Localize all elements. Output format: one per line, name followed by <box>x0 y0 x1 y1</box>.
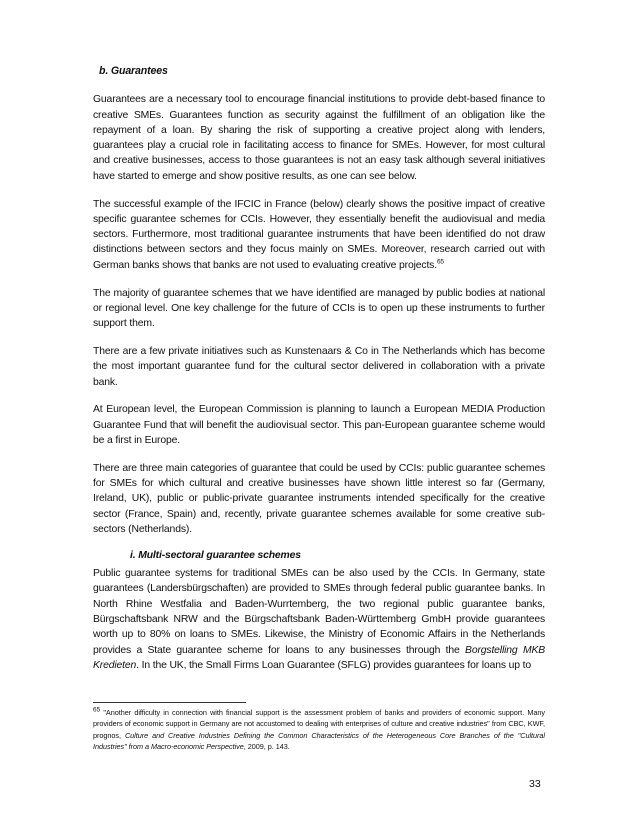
page-body <box>93 62 545 686</box>
footnote-text-end: , 2009, p. 143. <box>243 742 290 752</box>
footnote-italic-title: Culture and Creative Industries Defining the Common Characteristics of the Heterogeneous Core Branches of the "Cultural Industries" from a Macro-economic Perspective <box>93 730 545 752</box>
paragraph-3: The majority of guarantee schemes that we have identified are managed by public bodies at national or regional level. One key challenge for the future of CCIs is to open up these instruments to further support them. <box>93 287 545 330</box>
paragraph-4: There are a few private initiatives such as Kunstenaars & Co in The Netherlands which has become the most important guarantee fund for the cultural sector delivered in collaboration with a private bank. <box>93 345 545 388</box>
paragraph-7-text-end: . In the UK, the Small Firms Loan Guarantee (SFLG) provides guarantees for loans up to <box>136 659 531 671</box>
page-number: 33 <box>529 778 541 790</box>
paragraph-2 <box>93 197 545 273</box>
paragraph-7-text-start: Public guarantee systems for traditional SMEs can be also used by the CCIs. In Germany, state guarantees (Landersbürgschaften) are provided to SMEs through federal public guarantee banks. In North Rhine Westfalia and Baden-Wurrtemberg, the two regional public guarantee banks, Bürgschaftsbank NRW and the Bürgschaftsbank Baden-Württemberg GmbH provide guarantees worth up to 80% on loans to SMEs. Likewise, the Ministry of Economic Affairs in the Netherlands provides a State guarantee scheme for loans to any businesses through the <box>93 568 545 656</box>
footnote-number: 65 <box>93 706 101 714</box>
footnote-divider <box>93 702 246 703</box>
footnote-text: "Another difficulty in connection with financial support is the assessment problem of banks and providers of economic support. Many providers of economic support in Germany are not accustomed to dealing with enterprises of culture and creative industries" from CBC, KWF, prognos, <box>93 708 545 740</box>
paragraph-1: Guarantees are a necessary tool to encourage financial institutions to provide debt-based finance to creative SMEs. Guarantees function as security against the fulfillment of an obligation like the repayment of a loan. By sharing the risk of supporting a creative project along with lenders, guarantees play a crucial role in facilitating access to finance for SMEs. However, for most cultural and creative businesses, access to those guarantees is not an easy task although several initiatives have started to emerge and show positive results, as one can see below. <box>93 94 545 182</box>
subsection-heading: i. Multi-sectoral guarantee schemes <box>130 549 301 561</box>
paragraph-2-text: The successful example of the IFCIC in France (below) clearly shows the positive impact of creative specific guarantee schemes for CCIs. However, they essentially benefit the audiovisual and media sectors. Furthermore, most traditional guarantee instruments that have been identified do not draw distinctions between sectors and they focus mainly on SMEs. Moreover, research carried out with German banks shows that banks are not used to evaluating creative projects. <box>93 198 545 271</box>
footnote <box>93 707 545 753</box>
paragraph-6: There are three main categories of guarantee that could be used by CCIs: public guarantee schemes for SMEs for which cultural and creative businesses have shown little interest so far (Germany, Ireland, UK), public or public-private guarantee instruments intended specifically for the creative sector (France, Spain) and, recently, private guarantee schemes available for some creative sub-sectors (Netherlands). <box>93 462 545 535</box>
paragraph-7 <box>93 566 545 673</box>
paragraph-5: At European level, the European Commission is planning to launch a European MEDIA Production Guarantee Fund that will benefit the audiovisual sector. This pan-European guarantee scheme would be a first in Europe. <box>93 404 545 446</box>
paragraph-7-italic: Borgstelling MKB Kredieten <box>93 644 546 671</box>
footnote-reference[interactable]: 65 <box>436 258 444 266</box>
section-heading: b. Guarantees <box>99 65 168 77</box>
